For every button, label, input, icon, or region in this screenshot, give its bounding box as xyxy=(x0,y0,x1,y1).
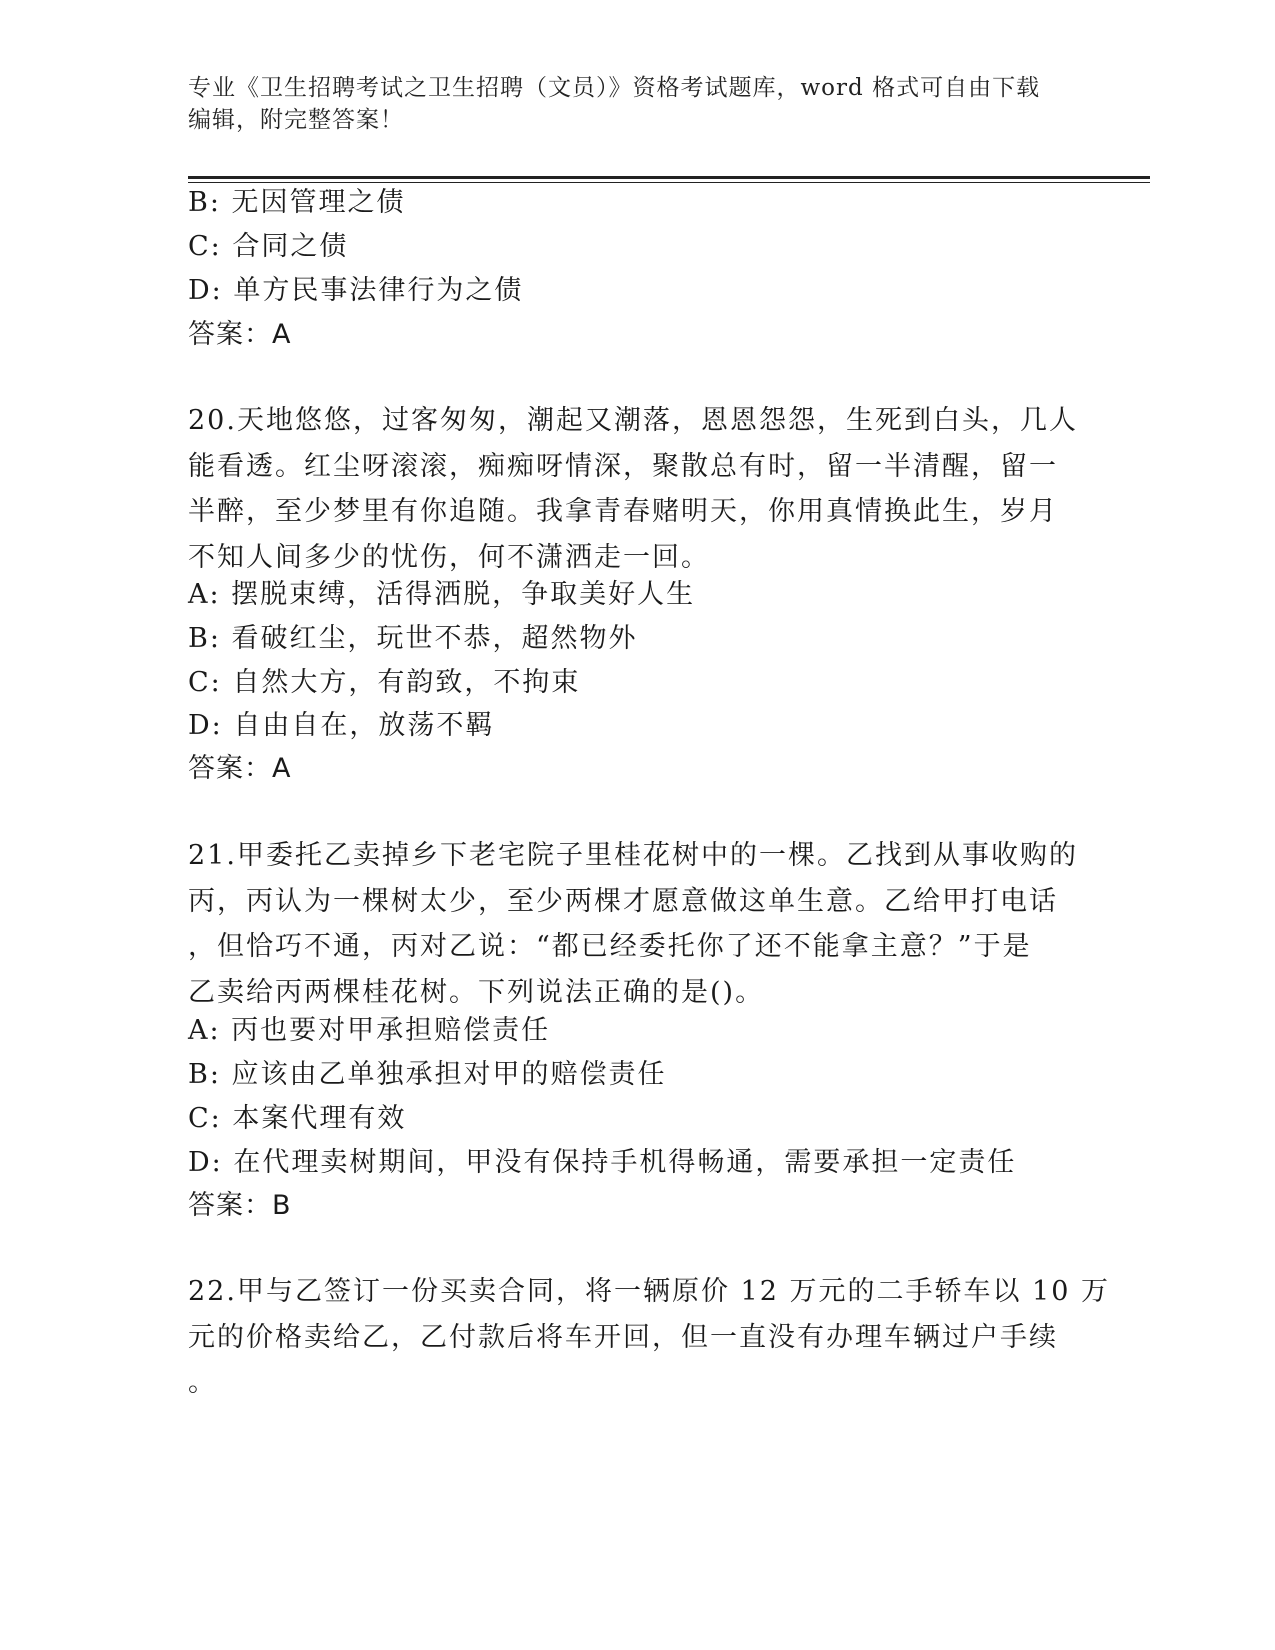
q21-option-d: D: 在代理卖树期间，甲没有保持手机得畅通，需要承担一定责任 xyxy=(188,1147,1017,1178)
q21-option-a: A: 丙也要对甲承担赔偿责任 xyxy=(188,1015,551,1046)
document-header xyxy=(188,72,1088,136)
header-divider-thick xyxy=(188,176,1150,179)
q22-stem xyxy=(188,1269,1110,1406)
prev-option-b: B: 无因管理之债 xyxy=(188,187,406,218)
q21-stem xyxy=(188,833,1078,1015)
q22-stem-line: 元的价格卖给乙，乙付款后将车开回，但一直没有办理车辆过户手续 xyxy=(188,1321,1058,1353)
prev-answer: 答案：A xyxy=(188,319,292,350)
q20-stem-line: 不知人间多少的忧伤，何不潇洒走一回。 xyxy=(188,541,710,573)
q20-stem xyxy=(188,398,1078,580)
q20-stem-line: 20.天地悠悠，过客匆匆，潮起又潮落，恩恩怨怨，生死到白头，几人 xyxy=(188,405,1078,436)
q21-stem-line: ，但恰巧不通，丙对乙说：“都已经委托你了还不能拿主意？”于是 xyxy=(188,931,1032,962)
q20-option-c: C: 自然大方，有韵致，不拘束 xyxy=(188,667,581,698)
q20-option-a: A: 摆脱束缚，活得洒脱，争取美好人生 xyxy=(188,579,696,610)
q20-option-b: B: 看破红尘，玩世不恭，超然物外 xyxy=(188,623,638,654)
q20-stem-line: 半醉，至少梦里有你追随。我拿青春赌明天，你用真情换此生，岁月 xyxy=(188,496,1058,527)
q21-answer: 答案：B xyxy=(188,1190,292,1221)
prev-option-d: D: 单方民事法律行为之债 xyxy=(188,275,524,306)
q21-option-b: B: 应该由乙单独承担对甲的赔偿责任 xyxy=(188,1059,667,1090)
q20-option-d: D: 自由自在，放荡不羁 xyxy=(188,710,495,741)
header-line-1: 专业《卫生招聘考试之卫生招聘（文员）》资格考试题库，word 格式可自由下载 xyxy=(188,75,1041,101)
q21-option-c: C: 本案代理有效 xyxy=(188,1103,407,1134)
q21-stem-line: 21.甲委托乙卖掉乡下老宅院子里桂花树中的一棵。乙找到从事收购的 xyxy=(188,840,1078,871)
q21-stem-line: 乙卖给丙两棵桂花树。下列说法正确的是()。 xyxy=(188,976,765,1008)
q22-stem-line: 。 xyxy=(188,1367,217,1398)
prev-option-c: C: 合同之债 xyxy=(188,231,349,262)
q21-stem-line: 丙，丙认为一棵树太少，至少两棵才愿意做这单生意。乙给甲打电话 xyxy=(188,885,1058,917)
header-line-2: 编辑，附完整答案！ xyxy=(188,107,404,133)
q20-answer: 答案：A xyxy=(188,753,292,784)
q20-stem-line: 能看透。红尘呀滚滚，痴痴呀情深，聚散总有时，留一半清醒，留一 xyxy=(188,450,1058,482)
q22-stem-line: 22.甲与乙签订一份买卖合同，将一辆原价 12 万元的二手轿车以 10 万 xyxy=(188,1276,1110,1307)
